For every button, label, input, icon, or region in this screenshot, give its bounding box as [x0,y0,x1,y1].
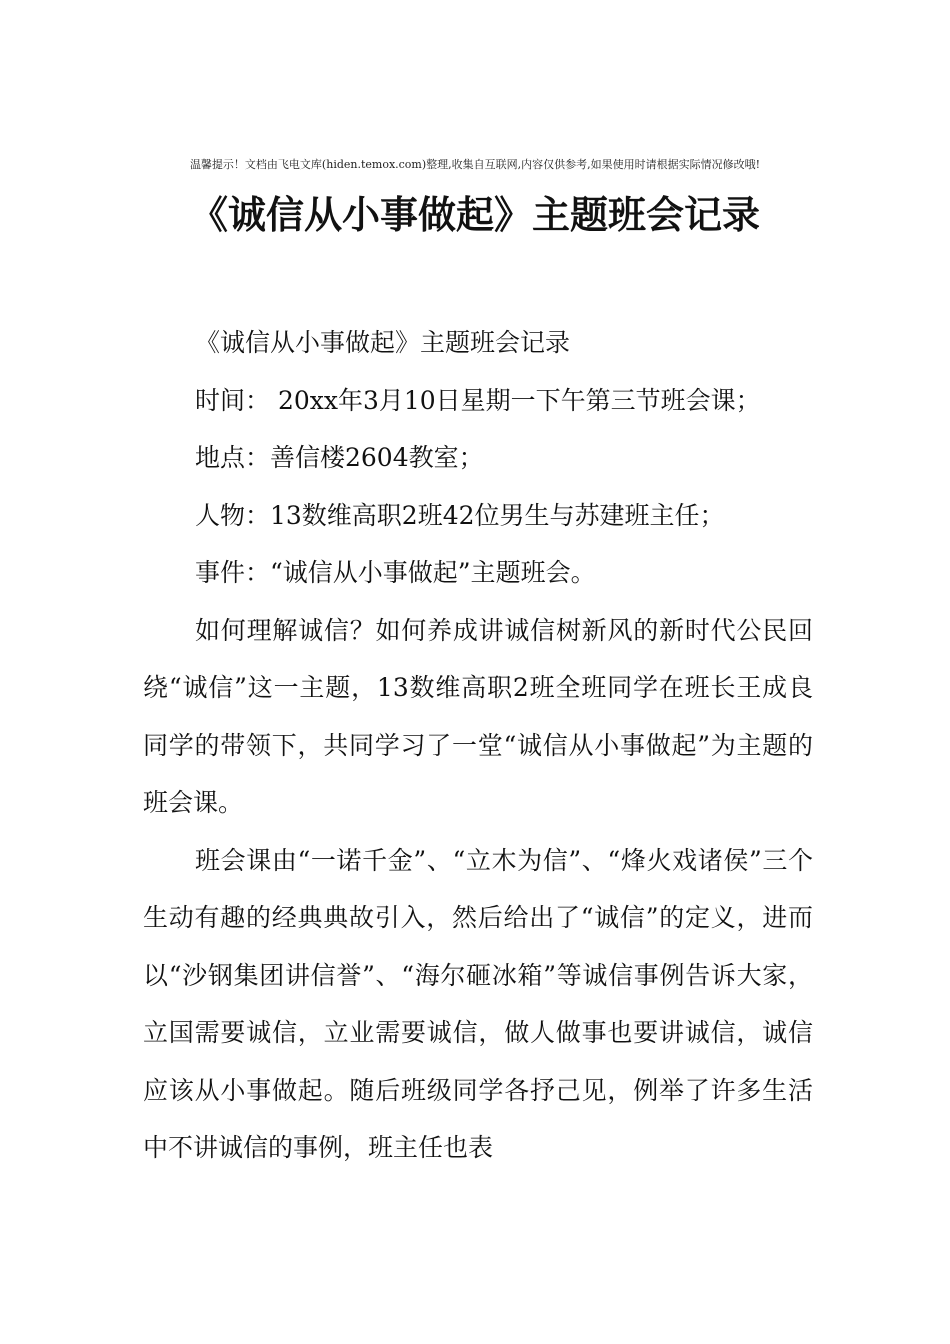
header-notice: 温馨提示！文档由飞电文库(hiden.temox.com)整理,收集自互联网,内容仅供参考,如果使用时请根据实际情况修改哦! [189,158,761,171]
paragraph-1: 如何理解诚信？如何养成讲诚信树新风的新时代公民回绕“诚信”这一主题，13数维高职2班全班同学在班长王成良同学的带领下，共同学习了一堂“诚信从小事做起”为主题的班会课。 [143,615,813,817]
document-title: 《诚信从小事做起》主题班会记录 [189,193,760,237]
document-subtitle: 《诚信从小事做起》主题班会记录 [195,328,571,357]
place-line: 地点：善信楼2604教室； [195,443,484,472]
time-line: 时间： 20xx年3月10日星期一下午第三节班会课； [195,385,761,415]
paragraph-2: 班会课由“一诺千金”、“立木为信”、“烽火戏诸侯”三个生动有趣的经典典故引入，然后给出了“诚信”的定义，进而以“沙钢集团讲信誉”、“海尔砸冰箱”等诚信事例告诉大家，立国需要诚信，立业需要诚信，做人做事也要讲诚信，诚信应该从小事做起。随后班级同学各抒己见，例举了许多生活中不讲诚信的事例，班主任也表 [143,845,813,1162]
people-line: 人物：13数维高职2班42位男生与苏建班主任； [195,500,725,530]
event-line: 事件：“诚信从小事做起”主题班会。 [195,558,596,587]
document-body [143,314,813,1177]
